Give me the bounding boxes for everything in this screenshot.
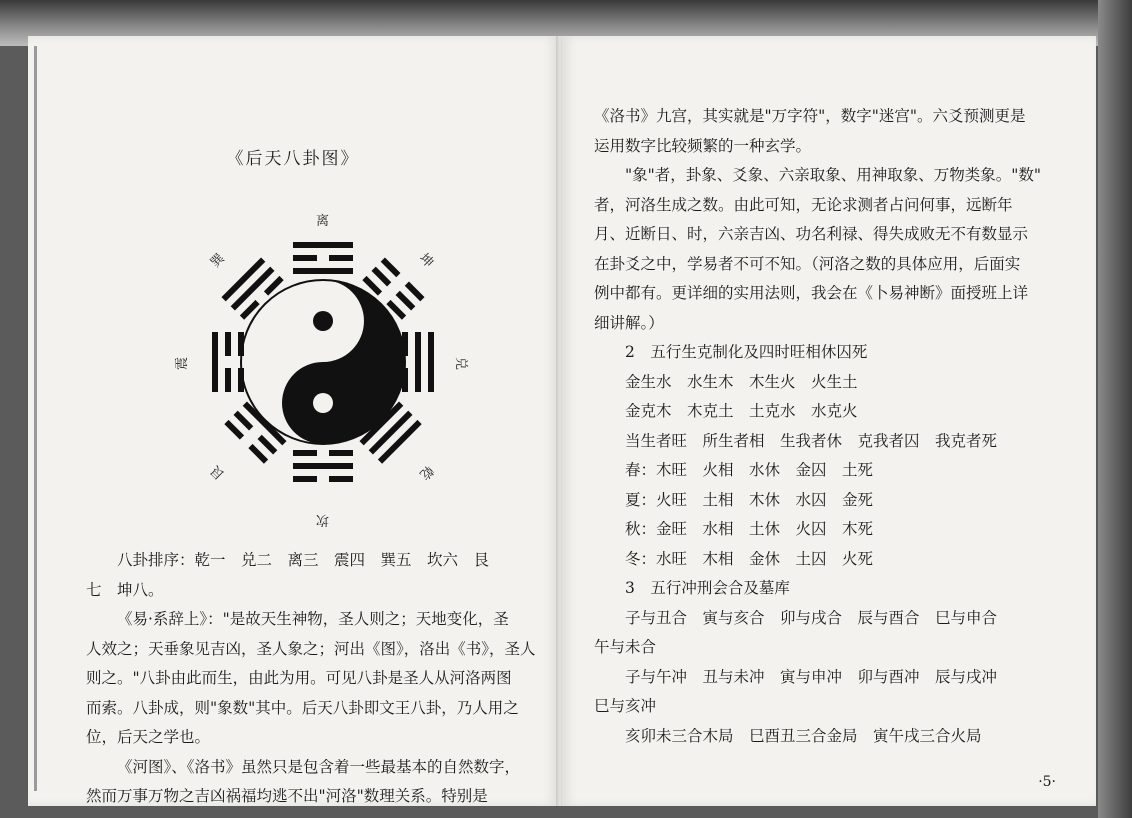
text-line: 亥卯未三合木局 巳酉丑三合金局 寅午戌三合火局 — [625, 726, 982, 745]
text-line: 七 坤八。 — [86, 580, 164, 599]
text-line: 月、近断日、时，六亲吉凶、功名利禄、得失成败无不有数显示 — [594, 225, 1029, 243]
text-line: 人效之；天垂象见吉凶，圣人象之；河出《图》，洛出《书》，圣人 — [86, 639, 536, 658]
text-line: 春：木旺 火相 水休 金囚 土死 — [625, 461, 874, 479]
left-text-block — [86, 546, 536, 812]
text-line: 金克木 木克土 土克水 水克火 — [625, 402, 858, 420]
text-line: 巳与亥冲 — [594, 697, 657, 715]
text-line: 细讲解。） — [594, 313, 664, 332]
text-line: 位，后天之学也。 — [86, 728, 211, 746]
text-line: 运用数字比较频繁的一种玄学。 — [594, 136, 812, 155]
diagram-title: 《后天八卦图》 — [226, 149, 360, 169]
left-page — [28, 36, 558, 806]
text-line: 冬：水旺 木相 金休 土囚 火死 — [625, 549, 874, 568]
text-line: 《易·系辞上》："是故天生神物，圣人则之；天地变化，圣 — [117, 610, 509, 628]
text-line: 子与午冲 丑与未冲 寅与申冲 卯与酉冲 辰与戌冲 — [625, 667, 998, 686]
trigram-li-icon — [293, 242, 353, 274]
right-page — [562, 36, 1096, 806]
trigram-dui-icon — [402, 332, 434, 392]
text-line: 当生者旺 所生者相 生我者休 克我者囚 我克者死 — [625, 431, 998, 450]
label-top-left: 巽 — [208, 251, 228, 271]
text-line: 金生水 水生木 木生火 火生土 — [625, 372, 858, 391]
text-line: 在卦爻之中，学易者不可不知。（河洛之数的具体应用，后面实 — [594, 254, 1021, 273]
label-left: 震 — [175, 356, 191, 371]
text-line: 《河图》、《洛书》虽然只是包含着一些最基本的自然数字， — [117, 757, 521, 776]
right-text-block — [594, 102, 1041, 751]
yin-yang-icon — [241, 280, 405, 444]
text-line: "象"者，卦象、爻象、六亲取象、用神取象、万物类象。"数" — [625, 166, 1042, 184]
label-top-right: 坤 — [416, 251, 436, 271]
section-heading: 3 五行冲刑会合及墓库 — [625, 579, 790, 597]
text-line: 子与丑合 寅与亥合 卯与戌合 辰与酉合 巳与申合 — [625, 608, 998, 627]
label-bottom-right: 乾 — [416, 462, 436, 482]
text-line: 午与未合 — [594, 638, 657, 656]
label-bottom-left: 艮 — [208, 462, 228, 482]
section-heading: 2 五行生克制化及四时旺相休囚死 — [625, 343, 868, 361]
bagua-svg — [168, 172, 468, 552]
trigram-zhen-icon — [212, 332, 244, 392]
label-bottom: 坎 — [316, 512, 330, 527]
scan-border-right — [1098, 0, 1132, 818]
text-line: 《洛书》九宫，其实就是"万字符"，数字"迷宫"。六爻预测更是 — [594, 107, 1026, 125]
text-line: 者，河洛生成之数。由此可知，无论求测者占问何事，远断年 — [594, 195, 1013, 214]
trigram-kan-icon — [293, 450, 353, 482]
label-top: 离 — [316, 214, 330, 229]
text-line: 秋：金旺 水相 土休 火囚 木死 — [625, 520, 874, 538]
text-line: 然而万事万物之吉凶祸福均逃不出"河洛"数理关系。特别是 — [86, 787, 488, 805]
text-line: 八卦排序：乾一 兑二 离三 震四 巽五 坎六 艮 — [117, 551, 490, 569]
page-number: ·5· — [1038, 774, 1056, 790]
bagua-diagram — [168, 172, 468, 552]
text-line: 则之。"八卦由此而生，由此为用。可见八卦是圣人从河洛两图 — [86, 669, 512, 687]
text-line: 而索。八卦成，则"象数"其中。后天八卦即文王八卦，乃人用之 — [86, 698, 519, 717]
label-right: 兑 — [453, 356, 469, 371]
text-line: 例中都有。更详细的实用法则，我会在《卜易神断》面授班上详 — [594, 284, 1029, 302]
text-line: 夏：火旺 土相 木休 水囚 金死 — [625, 490, 874, 509]
